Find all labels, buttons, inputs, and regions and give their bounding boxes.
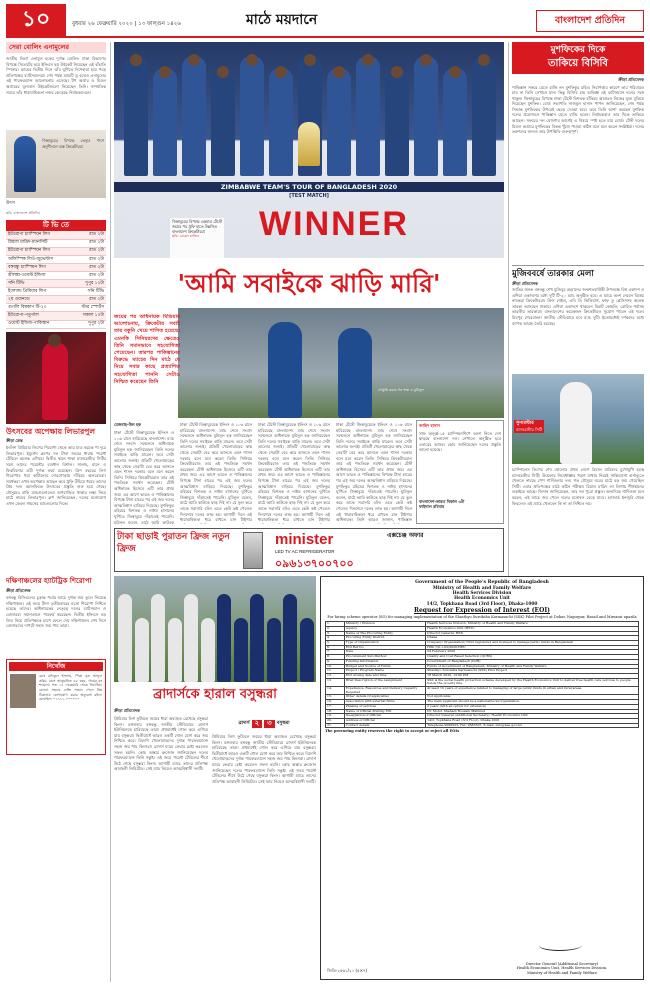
- team-player-figure: [414, 56, 438, 176]
- eoi-row-value: 2 years (with an option for extension): [426, 704, 639, 709]
- tv-time: সনি টিভি: [71, 288, 106, 296]
- liverpool-title: উৎসবের অপেক্ষায় লিভারপুল: [6, 426, 95, 436]
- tv-schedule-row: [6, 231, 106, 239]
- eoi-row-value: Director General, HEU: [426, 631, 639, 636]
- info-box: [416, 420, 504, 524]
- ad-brand-sub: LED TV AC REFRIGERATOR: [275, 549, 335, 554]
- page-header: [6, 4, 644, 38]
- liverpool-text: ইংলিশ প্রিমিয়ার লিগের শিরোপা থেকে আর মাত্র কয়েক পা দূরে লিভারপুল। ইয়ুর্গেন ক্লপের দল টানা জয়ের ধারায় পয়েন্ট টেবিলে অনেক এগিয়ে। দ্বিতীয় স্থানে থাকা ম্যানচেস্টার সিটির সঙ্গে তাদের পয়েন্টের ব্যবধান বিশাল। সালাহ, মানে ও ফিরমিনোর ত্রয়ী দুর্দান্ত ফর্মে রয়েছেন। ত্রিশ বছরের লিগ শিরোপার খরা কাটানোর দোরগোড়ায় দাঁড়িয়ে অলরেডরা। সমর্থকরা এখন অপেক্ষায় আছেন কবে ট্রফি উঁচিয়ে ধরবে তাদের প্রিয় দল। অ্যানফিল্ডে উৎসবের প্রস্তুতি শুরু হয়ে গেছে। মৌসুমের বাকি ম্যাচগুলোতেও অপরাজিত থাকার লক্ষ্য নিয়ে মাঠে নামবে লিভারপুল। ক্লপ জানিয়েছেন, দলের মনোযোগ এখন কেবল সামনের ম্যাচগুলোর দিকে।: [6, 445, 106, 507]
- tv-program: রিয়াল মাদ্রিদ-ম্যানসিটি: [6, 239, 71, 247]
- eoi-row-label: Funding Information: [344, 659, 425, 664]
- tv-schedule-row: [6, 247, 106, 255]
- eoi-row-value: Funds of Government of Bangladesh, Ministry of Health and Family Welfare: [426, 664, 639, 669]
- eoi-row-label: Ministry / Division: [344, 622, 425, 627]
- eoi-intro: For hiring scheme operator (SO) for managing implementation of the Shasthyo Suroksha Karmasuchi (SSK) Pilot Project at Dohar, Nagorpur, Rasail and Mirsarai upazila: [327, 614, 637, 619]
- bashundhara-text-1: প্রিমিয়ার লিগ ফুটবলে জয়ের ধারা অব্যাহত রেখেছে বসুন্ধরা কিংস। মঙ্গলবার বঙ্গবন্ধু জাতীয় স্টেডিয়ামে ব্রাদার্স ইউনিয়নকে হারিয়েছে তারা। প্রথমার্ধেই গোল করে এগিয়ে যায় বসুন্ধরা। দ্বিতীয়ার্ধে আরও একটি গোল যোগ করে জয় নিশ্চিত করে। বিদেশি খেলোয়াড়দের দুর্দান্ত পারফরম্যান্সে সহজ জয় পায় কিংসরা। ব্রাদার্স ম্যাচে ফেরার চেষ্টা করলেও সফল হয়নি। কোচ অস্কার ব্রুজোন জানিয়েছেন দলের পারফরম্যান্সে তিনি সন্তুষ্ট। এই জয়ে পয়েন্ট টেবিলের শীর্ষে উঠে গেছে বসুন্ধরা কিংস। আগামী ম্যাচে তাদের প্রতিপক্ষ আবাহনী লিমিটেড। সেই ম্যাচ নিয়েও আত্মবিশ্বাসী দলটি।: [114, 716, 208, 772]
- eoi-row-value: Director General (Additional Secretary), Health Economics Unit: [426, 714, 639, 719]
- eoi-row-value: At least 10 years of experience related to managing of large public funds in urban and rural areas.: [426, 687, 639, 695]
- tv-time: রাত ২টা: [71, 247, 106, 255]
- team-player-figure: [211, 68, 235, 176]
- page-number: ১০: [6, 4, 66, 36]
- eoi-row-value: 14/2, Topkhana Road (3rd Floor), Dhaka-1000: [426, 718, 639, 723]
- eoi-row-value: Hlth-7/0-1-02/2020-HEU: [426, 645, 639, 650]
- team-player-figure: [385, 68, 409, 176]
- team-player-figure: [356, 56, 380, 176]
- eoi-ref: জিডি-২৫৬১/২০ (৫×৭): [327, 967, 368, 973]
- main-body-col1: ঢাকা টেস্টে জিম্বাবুয়েকে ইনিংস ও ১০৬ রানে হারিয়েছে বাংলাদেশ। ম্যাচ শেষে সংবাদ সম্মেলনে অধিনায়ক মুমিনুল হক জানিয়েছেন তিনি দলের সবাইকে ঝাড়ি মারেন। তবে সেটা ভালোর জন্যই। প্রতিটি খেলোয়াড়ের কাছ থেকে সেরাটা বের করে আনতে এমন শাসন দরকার বলে মনে করেন তিনি। সিনিয়র ক্রিকেটাররাও তার এই পদ্ধতিকে সমর্থন করেছেন। টেস্ট অধিনায়ক হিসেবে এটি তার প্রথম জয়। এর আগে ভারত ও পাকিস্তানের বিপক্ষে টানা হারের পর এই জয় দলের আত্মবিশ্বাস বাড়িয়ে দিয়েছে। মুশফিকুর রহিমের দ্বিশতক ও নাঈম হাসানের ঘূর্ণিতে জিম্বাবুয়ে দাঁড়াতেই পারেনি। মুমিনুল বলেন, মাঠে আমি কাউকে: [114, 430, 174, 524]
- tv-time: সকাল ১০টা: [71, 312, 106, 320]
- tv-program: গুগলি বিশ্বকাপ টি-২০: [6, 304, 71, 312]
- tv-schedule-table: [6, 231, 106, 329]
- brand-logo: বাংলাদেশ প্রতিদিন: [536, 10, 644, 32]
- bashundhara-byline: ক্রীড়া প্রতিবেদক: [114, 708, 140, 713]
- right-byline: ক্রীড়া প্রতিবেদক: [618, 77, 644, 82]
- tv-time: রাত ২টা: [71, 271, 106, 279]
- tv-schedule-row: [6, 255, 106, 263]
- football-photo: [114, 576, 316, 682]
- eoi-table: [325, 621, 639, 728]
- eoi-notice: [320, 576, 644, 980]
- team-player-figure: [472, 56, 496, 176]
- eoi-row-num: 6.: [326, 645, 345, 650]
- eoi-row-num: 4.: [326, 636, 345, 641]
- eoi-row-label: Experience, Resources and Delivery Capacity Required: [344, 687, 425, 695]
- caption-row: [6, 201, 106, 207]
- eoi-row-value: Government of Bangladesh (GOB): [426, 659, 639, 664]
- missing-box: [6, 659, 106, 755]
- eoi-row: [326, 723, 639, 728]
- eoi-row-label: Date: [344, 650, 425, 655]
- info-text: সাফ অনূর্ধ্ব-১৫ চ্যাম্পিয়নশিপে অংশ নিতে দেশ ছাড়ছে বাংলাদেশ দল। নেপালে অনুষ্ঠিত হবে এবারের আসর। কোচ জানিয়েছেন দলের প্রস্তুতি ভালো হয়েছে।: [419, 430, 501, 453]
- missing-text: মোঃ রফিকুল ইসলাম, পিতা মৃত আব্দুল করিম, বয়স আনুমানিক ৪৫ বছর, গায়ের রং শ্যামলা। গত ১৫ ফেব্রুয়ারি থেকে নিখোঁজ। কোনো সহৃদয় ব্যক্তি সন্ধান পেলে নিম্ন ঠিকানায় যোগাযোগ করার অনুরোধ রইল। মোবাইল: ০১৭১১-০০০০০০: [39, 674, 102, 702]
- score-b: ৩: [264, 720, 275, 728]
- banner-line2: [TEST MATCH]: [289, 193, 329, 199]
- bowling-text: জাতীয় লিগে এনামুল হকের দুর্দান্ত বোলিং। ঢাকা বিভাগের বিপক্ষে সিলেটের হয়ে ইনিংসে ছয় উইকেট নিয়েছেন এই বাঁহাতি স্পিনার। ম্যাচের দ্বিতীয় দিনে তাঁর ঘূর্ণিতে দিশেহারা হয়ে পড়ে প্রতিপক্ষের ব্যাটসম্যানরা। শেষ পর্যন্ত ম্যাচটি ড্র হলেও এনামুলের এই পারফরম্যান্স আলোচনায় এসেছে। টপ অর্ডার ও মিডল অর্ডারের মূল্যবান উইকেটগুলো নিয়েছেন তিনি। সাম্প্রতিক সময়ে তাঁর ধারাবাহিকতা নজর কেড়েছে নির্বাচকদেরও।: [6, 56, 106, 95]
- tv-program: ইংল্যান্ড প্রিমিয়ার লিগ: [6, 288, 71, 296]
- tv-program: ইউরোপা-পতুর্গাল: [6, 312, 71, 320]
- eoi-sign-unit: Health Economics Unit, Health Services Division,: [516, 966, 608, 971]
- team-player-figure: [182, 56, 206, 176]
- eoi-row-num: 12.: [326, 673, 345, 678]
- player-head-icon: [48, 334, 61, 347]
- eoi-row-label: Phasing of services: [344, 704, 425, 709]
- eoi-row-label: Association with external firms: [344, 700, 425, 705]
- team-player-head: [159, 66, 171, 78]
- eoi-ministry: Ministry of Health and Family Welfare: [432, 585, 532, 591]
- eoi-row-value: Shasthyo Suroksha Karmasuchi (SSK) Pilot Project: [426, 669, 639, 674]
- eoi-row-num: 20.: [326, 718, 345, 723]
- eoi-row-num: 21.: [326, 723, 345, 728]
- eoi-row-value: Dhaka: [426, 636, 639, 641]
- main-body-col2: ঢাকা টেস্টে জিম্বাবুয়েকে ইনিংস ও ১০৬ রানে হারিয়েছে বাংলাদেশ। ম্যাচ শেষে সংবাদ সম্মেলনে অধিনায়ক মুমিনুল হক জানিয়েছেন তিনি দলের সবাইকে ঝাড়ি মারেন। তবে সেটা ভালোর জন্যই। প্রতিটি খেলোয়াড়ের কাছ থেকে সেরাটা বের করে আনতে এমন শাসন দরকার বলে মনে করেন তিনি। সিনিয়র ক্রিকেটাররাও তার এই পদ্ধতিকে সমর্থন করেছেন। টেস্ট অধিনায়ক হিসেবে এটি তার প্রথম জয়। এর আগে ভারত ও পাকিস্তানের বিপক্ষে টানা হারের পর এই জয় দলের আত্মবিশ্বাস বাড়িয়ে দিয়েছে। মুশফিকুর রহিমের দ্বিশতক ও নাঈম হাসানের ঘূর্ণিতে জিম্বাবুয়ে দাঁড়াতেই পারেনি। মুমিনুল বলেন, মাঠে আমি কাউকে ছাড় দিই না। যে ভুল করে তাকে সরাসরি বলি। এতে কেউ কষ্ট পেলেও দিনশেষে দলের লাভ হয়। আগামী দিনে এই ধারাবাহিকতা ধরে রাখতে চান টাইগার: [180, 422, 252, 523]
- tv-time: রাত ২টা: [71, 231, 106, 239]
- eoi-gov: Government of the People's Republic of Bangladesh: [415, 580, 549, 585]
- eoi-row-num: 7.: [326, 650, 345, 655]
- stars-text: জাতির জনক বঙ্গবন্ধু শেখ মুজিবুর রহমানের জন্মশতবার্ষিকী উপলক্ষে বিশ্ব একাদশ ও এশিয়া একাদশের মধ্যে দুটি টি-২০ ম্যাচ অনুষ্ঠিত হবে। এ ম্যাচে অংশ নেবেন বিশ্বের নামকরা ক্রিকেটাররা। ক্রিস গেইল, এবি ডি ভিলিয়ার্স, ফাফ ডু প্লেসিসসহ অনেক তারকা আসছেন ঢাকায়। এশিয়া একাদশে থাকবেন বিরাট কোহলি, রোহিত শর্মাসহ ভারতীয় তারকারা। বাংলাদেশের কয়েকজন ক্রিকেটারও সুযোগ পাবেন এই দলে। মিরপুর শেরেবাংলা জাতীয় স্টেডিয়ামে হবে ম্যাচ দুটি। ইতোমধ্যেই দর্শকদের মধ্যে ব্যাপক আগ্রহ তৈরি হয়েছে।: [512, 287, 644, 326]
- tv-time: দুপুর ১২টা: [71, 280, 106, 288]
- hero-credit: ছবি: রোকন রাজিব: [172, 234, 200, 239]
- eoi-row-label: Name of The Procuring Entity: [344, 631, 425, 636]
- eoi-division: Health Services Division: [452, 591, 512, 597]
- tv-time: রাত ২টা: [71, 296, 106, 304]
- banner-line1: ZIMBABWE TEAM'S TOUR OF BANGLADESH 2020: [114, 182, 504, 192]
- hattrick-text: বঙ্গবন্ধু বিসিএলের চূড়ান্ত পর্বের ম্যাচে দুর্দান্ত জয় তুলে নিয়েছে দক্ষিণাঞ্চল। এই জয়ে টানা তৃতীয়বারের মতো শিরোপা নিশ্চিত হয়েছে তাদের। অধিনায়কের নেতৃত্বে দলের ব্যাটসম্যান ও বোলাররা সমানতালে পারফর্ম করেছেন। দ্বিতীয় ইনিংসে বড় লিড নিয়ে প্রতিপক্ষকে চাপে ফেলে দেয় দক্ষিণাঞ্চল। শেষ দিনে বোলারদের দাপটে সহজ জয় পায় তারা।: [6, 595, 106, 629]
- bashundhara-headline: ব্রাদার্সকে হারাল বসুন্ধরা: [153, 687, 277, 702]
- eoi-row-num: 8.: [326, 655, 345, 660]
- footballer-figure: [201, 618, 215, 682]
- eoi-row-num: 10.: [326, 664, 345, 669]
- eoi-row-num: 19.: [326, 714, 345, 719]
- eoi-row-value: SSK is the social health protection scheme developed by the Health Economics Unit to deliver free health care services to people below the poverty line.: [426, 678, 639, 686]
- eoi-row-value: Company/ Organization/ NGO registered and licensed to manage public funds in Bangladesh: [426, 641, 639, 646]
- bowling-photo: [6, 130, 106, 198]
- eoi-row-label: Budget and Source of Funds: [344, 664, 425, 669]
- bowler-figure-icon: [14, 136, 36, 192]
- liverpool-byline: ক্রীড়া ডেস্ক: [6, 437, 23, 443]
- eoi-row-num: 11.: [326, 669, 345, 674]
- main-deck: জয়ের পর অধিনায়ক মিডিয়ার আলোচনায়, ক্রিকেটার সবাই তার বকুনি খেয়ে শাসিত হয়েছে। এমনকি সিনিয়রদের ক্ষেত্রেও তিনি সমানভাবে সহযোগিতা পেয়েছেন। তারপর পাকিস্তানের বিরুদ্ধে ম্যাচের দিন মাঠে যে নিয়ে সবার কাছে প্রত্যাশিত সহযোগিতা পাননি সেটাও নিশ্চিত করেছেন তিনি: [114, 314, 180, 385]
- team-player-head: [304, 54, 316, 66]
- eoi-row-label: Procuring Entity District: [344, 636, 425, 641]
- eoi-row-value: 18 March 2020, 12:00 PM: [426, 673, 639, 678]
- eoi-row-label: Agency: [344, 626, 425, 631]
- eoi-row-num: 14.: [326, 687, 345, 695]
- caption-source: উৎস: [6, 201, 15, 206]
- hero-photo: [114, 42, 504, 258]
- eoi-row-value: Health Economics Unit (HEU): [426, 626, 639, 631]
- player-figure-icon: [42, 342, 68, 420]
- team-player-figure: [124, 56, 148, 176]
- eoi-row-value: Not Applicable: [426, 695, 639, 700]
- eoi-row-label: EOI closing date and time: [344, 673, 425, 678]
- right-column: [512, 42, 644, 572]
- team-player-figure: [269, 68, 293, 176]
- team-player-head: [130, 54, 142, 66]
- eoi-row-value: Health Services Division, Ministry of Health and Family Welfare: [426, 622, 639, 627]
- team-player-head: [420, 54, 432, 66]
- team-player-head: [449, 66, 461, 78]
- ad-brand: minister: [275, 531, 334, 548]
- advert: [114, 528, 504, 572]
- team-player-head: [246, 54, 258, 66]
- player-right: [338, 328, 372, 418]
- footballer-figure: [135, 618, 149, 682]
- date-line: বুধবার ২৬ ফেব্রুয়ারি ২০২০ | ১৩ ফাল্গুন ১৪২৬: [72, 21, 181, 27]
- star-player-figure: [560, 382, 592, 464]
- ad-left-text: টাকা ছাড়াই পুরাতন ফ্রিজ নতুন ফ্রিজ: [117, 532, 230, 554]
- photo-tag-text: সুপারস্টার: [516, 421, 534, 426]
- banner-winner: WINNER: [259, 205, 409, 243]
- right-text: পাকিস্তান সফরে যেতে রাজি নন মুশফিকুর রহিম। নিরাপত্তার কারণে তার পরিবারও চায় না তিনি সেখানে যান। কিন্তু বিসিবি চায় অভিজ্ঞ এই ব্যাটসম্যান দলের সঙ্গে থাকুন। জিম্বাবুয়ের বিপক্ষে ঢাকা টেস্টে দ্বিশতক হাঁকিয়ে আবারও নিজের মূল্য বুঝিয়ে দিয়েছেন মুশফিক। বোর্ড সভাপতি নাজমুল হাসান পাপন জানিয়েছেন, শেষ পর্যন্ত সিদ্ধান্ত মুশফিকের উপরেই ছেড়ে দেওয়া হবে। তবে তিনি আশা করছেন মুশফিক দলের প্রয়োজনে পাকিস্তান যেতে রাজি হবেন। নির্বাচকরাও তার দিকে তাকিয়ে আছেন। সফরের দল ঘোষণার আগেই এ বিষয়ে স্পষ্ট হতে চায় বোর্ড। টেস্ট দলের মিডল অর্ডারে মুশফিকের বিকল্প খুঁজে পাওয়া কঠিন বলে মনে করেন সংশ্লিষ্টরা। দলের তরুণদের জন্যও তার উপস্থিতি গুরুত্বপূর্ণ।: [512, 84, 644, 135]
- footballer-figure: [283, 594, 297, 682]
- main-body-col4: ঢাকা টেস্টে জিম্বাবুয়েকে ইনিংস ও ১০৬ রানে হারিয়েছে বাংলাদেশ। ম্যাচ শেষে সংবাদ সম্মেলনে অধিনায়ক মুমিনুল হক জানিয়েছেন তিনি দলের সবাইকে ঝাড়ি মারেন। তবে সেটা ভালোর জন্যই। প্রতিটি খেলোয়াড়ের কাছ থেকে সেরাটা বের করে আনতে এমন শাসন দরকার বলে মনে করেন তিনি। সিনিয়র ক্রিকেটাররাও তার এই পদ্ধতিকে সমর্থন করেছেন। টেস্ট অধিনায়ক হিসেবে এটি তার প্রথম জয়। এর আগে ভারত ও পাকিস্তানের বিপক্ষে টানা হারের পর এই জয় দলের আত্মবিশ্বাস বাড়িয়ে দিয়েছে। মুশফিকুর রহিমের দ্বিশতক ও নাঈম হাসানের ঘূর্ণিতে জিম্বাবুয়ে দাঁড়াতেই পারেনি। মুমিনুল বলেন, মাঠে আমি কাউকে ছাড় দিই না। যে ভুল করে তাকে সরাসরি বলি। এতে কেউ কষ্ট পেলেও দিনশেষে দলের লাভ হয়। আগামী দিনে এই ধারাবাহিকতা ধরে রাখতে চান টাইগার অধিনায়ক। তিনি আরও জানান, পাকিস্তান: [336, 422, 412, 523]
- eoi-row-num: 16.: [326, 700, 345, 705]
- team-player-figure: [443, 68, 467, 176]
- tv-schedule-row: [6, 263, 106, 271]
- team-player-head: [333, 66, 345, 78]
- eoi-row-label: Other details (if applicable): [344, 695, 425, 700]
- right-bottom-text: চ্যাম্পিয়নস লিগের শেষ ষোলোর প্রথম লেগে রিয়াল মাদ্রিদের মুখোমুখি হচ্ছে ম্যানচেস্টার সিটি। উয়েফার নিষেধাজ্ঞার খড়গ মাথায় নিয়েই সান্তিয়াগো বার্নাব্যুতে খেলতে নামছে পেপ গার্দিওলার দল। গত মৌসুমে ঘরের মাঠে বড় জয় পেয়েছিল সিটি। এবার প্রতিপক্ষের মাঠে কঠিন পরীক্ষা। রিয়াল মাদ্রিদ লা লিগায় শীর্ষস্থানের লড়াইয়ে আছে। জিদান জানিয়েছেন, তার দল পুরো প্রস্তুত। অন্যদিকে গার্দিওলা মনে করেন, এই ম্যাচে জয় পেলে দলের মনোবল বেড়ে যাবে। হ্যাজার্ড ইনজুরি থেকে ফিরলেও এই ম্যাচে খেলবেন কি না তা নিশ্চিত নয়।: [512, 467, 644, 506]
- footballer-figure: [217, 594, 231, 682]
- eoi-unit: Health Economics Unit: [454, 596, 510, 602]
- photo-tag: [514, 420, 544, 433]
- eoi-address: 14/2, Topkhana Road (3rd Floor), Dhaka-1000: [426, 601, 538, 607]
- team-player-figure: [240, 56, 264, 176]
- eoi-row-label: Contact details: [344, 723, 425, 728]
- eoi-title: Request for Expression of Interest (EOI): [414, 606, 550, 614]
- eoi-row-label: Type of Organization: [344, 641, 425, 646]
- eoi-row-num: 15.: [326, 695, 345, 700]
- stars-byline: ক্রীড়া প্রতিবেদক: [512, 280, 538, 286]
- bowling-photo-caption: জিম্বাবুয়ের বিপক্ষে ভেন্যুর পাশে অনুশীলনে ব্যস্ত ক্রিকেটাররা: [42, 138, 104, 149]
- column-divider: [508, 42, 509, 576]
- eoi-signature-icon: [537, 939, 585, 951]
- score-team-right: বসুন্ধরা: [276, 721, 290, 727]
- tv-schedule-row: [6, 271, 106, 279]
- team-player-figure: [327, 68, 351, 176]
- tv-time: রাত ২টা: [71, 239, 106, 247]
- eoi-row-label: Address of Official: [344, 718, 425, 723]
- players-photo: [178, 308, 504, 418]
- tv-schedule-row: [6, 239, 106, 247]
- bowling-title: সেরা বোলিং এনামুলের: [6, 42, 106, 53]
- eoi-row-num: 13.: [326, 678, 345, 686]
- tv-program: শ্রীলঙ্কা-ওয়েস্ট ইন্ডিজ: [6, 271, 71, 279]
- right-headline-2: তাকিয়ে বিসিবি: [548, 58, 608, 69]
- eoi-row-value: The main applicant should be a national/local organization.: [426, 700, 639, 705]
- footballer-figure: [118, 594, 132, 682]
- tv-time: স্টার স্পোর্টস: [71, 304, 106, 312]
- tv-schedule-row: [6, 296, 106, 304]
- tv-program: সনি টিভি: [6, 280, 71, 288]
- player-left: [268, 322, 302, 418]
- info-line-2: ফাইনাল রবিবার: [419, 504, 445, 509]
- column-divider: [110, 42, 111, 982]
- hero-caption-box: [170, 218, 224, 258]
- team-player-head: [362, 54, 374, 66]
- tv-schedule-row: [6, 320, 106, 328]
- team-player-head: [217, 66, 229, 78]
- ad-hotline: ০৯৬১৩৭০০৭০০: [275, 557, 354, 570]
- section-title: মাঠে ময়দানে: [246, 12, 318, 28]
- tv-program: ইউরোপা চ্যাম্পিয়ন লিগ: [6, 231, 71, 239]
- footballer-figure: [184, 594, 198, 682]
- team-player-head: [478, 54, 490, 66]
- eoi-row-num: 17.: [326, 704, 345, 709]
- score-box: [212, 716, 316, 732]
- eoi-row-label: EOI Ref No: [344, 645, 425, 650]
- tv-program: ২য় ওয়ানডে: [6, 296, 71, 304]
- info-line-1: বাংলাদেশ-ভারত বিকাল ৩টা: [419, 498, 465, 504]
- header-rule: [6, 36, 644, 38]
- left-column: [6, 42, 106, 978]
- eoi-row-num: 2.: [326, 626, 345, 631]
- team-player-head: [275, 66, 287, 78]
- eoi-sign-block: [487, 962, 637, 975]
- eoi-row-label: Name of Official Inviting EOI: [344, 709, 425, 714]
- stars-headline: মুজিববর্ষে তারকার মেলা: [512, 265, 644, 280]
- footballer-figure: [267, 618, 281, 682]
- hattrick-byline: ক্রীড়া প্রতিবেদক: [6, 587, 31, 593]
- footballer-figure: [234, 618, 248, 682]
- tv-time: রাত ২টা: [71, 263, 106, 271]
- score-a: ২: [252, 720, 263, 728]
- footballer-figure: [300, 618, 314, 682]
- footballer-group: [114, 594, 316, 682]
- missing-photo: [10, 674, 36, 708]
- eoi-row-label: Project / Program Name: [344, 669, 425, 674]
- stars-photo: [512, 374, 644, 464]
- eoi-row-num: 5.: [326, 641, 345, 646]
- hero-caption: জিম্বাবুয়ের বিপক্ষে একমাত্র টেস্টে জয়ের পর ট্রফি হাতে উল্লসিত বাংলাদেশ ক্রিকেটাররা: [172, 219, 222, 234]
- hattrick-title: দক্ষিণাঞ্চলের হ্যাটট্রিক শিরোপা: [6, 577, 92, 586]
- tv-schedule-row: [6, 288, 106, 296]
- tv-program: অলিম্পিক লিওঁ-জুভেন্টাস: [6, 255, 71, 263]
- ad-offer: এক্সচেঞ্জ অফার: [387, 532, 424, 539]
- missing-title: নিখোঁজ: [9, 662, 103, 671]
- eoi-row-value: 24 February 2020: [426, 650, 639, 655]
- main-body-col3: ঢাকা টেস্টে জিম্বাবুয়েকে ইনিংস ও ১০৬ রানে হারিয়েছে বাংলাদেশ। ম্যাচ শেষে সংবাদ সম্মেলনে অধিনায়ক মুমিনুল হক জানিয়েছেন তিনি দলের সবাইকে ঝাড়ি মারেন। তবে সেটা ভালোর জন্যই। প্রতিটি খেলোয়াড়ের কাছ থেকে সেরাটা বের করে আনতে এমন শাসন দরকার বলে মনে করেন তিনি। সিনিয়র ক্রিকেটাররাও তার এই পদ্ধতিকে সমর্থন করেছেন। টেস্ট অধিনায়ক হিসেবে এটি তার প্রথম জয়। এর আগে ভারত ও পাকিস্তানের বিপক্ষে টানা হারের পর এই জয় দলের আত্মবিশ্বাস বাড়িয়ে দিয়েছে। মুশফিকুর রহিমের দ্বিশতক ও নাঈম হাসানের ঘূর্ণিতে জিম্বাবুয়ে দাঁড়াতেই পারেনি। মুমিনুল বলেন, মাঠে আমি কাউকে ছাড় দিই না। যে ভুল করে তাকে সরাসরি বলি। এতে কেউ কষ্ট পেলেও দিনশেষে দলের লাভ হয়। আগামী দিনে এই ধারাবাহিকতা ধরে রাখতে চান টাইগার: [258, 422, 330, 523]
- team-player-head: [188, 54, 200, 66]
- tv-time: রাত ২টা: [71, 255, 106, 263]
- caption-credit: ছবি: বাংলাদেশ প্রতিদিন: [6, 210, 40, 215]
- tv-schedule-row: [6, 312, 106, 320]
- eoi-row-num: 18.: [326, 709, 345, 714]
- photo-tag-label: ম্যানচেস্টার সিটি: [516, 426, 543, 432]
- eoi-row-value: Dr. Mohd. Shahadt Hossain Mahmud: [426, 709, 639, 714]
- tv-program: বঙ্গবন্ধু চ্যাম্পিয়ন লিগ: [6, 263, 71, 271]
- eoi-footer: The procuring entity reserves the right to accept or reject all EOIs: [325, 729, 460, 734]
- trophy-icon: [298, 122, 320, 166]
- tv-schedule-row: [6, 304, 106, 312]
- eoi-row-label: Procurement Sub-Method: [344, 655, 425, 660]
- right-headline-box: [512, 42, 644, 74]
- bashundhara-text-2: প্রিমিয়ার লিগ ফুটবলে জয়ের ধারা অব্যাহত রেখেছে বসুন্ধরা কিংস। মঙ্গলবার বঙ্গবন্ধু জাতীয় স্টেডিয়ামে ব্রাদার্স ইউনিয়নকে হারিয়েছে তারা। প্রথমার্ধেই গোল করে এগিয়ে যায় বসুন্ধরা। দ্বিতীয়ার্ধে আরও একটি গোল যোগ করে জয় নিশ্চিত করে। বিদেশি খেলোয়াড়দের দুর্দান্ত পারফরম্যান্সে সহজ জয় পায় কিংসরা। ব্রাদার্স ম্যাচে ফেরার চেষ্টা করলেও সফল হয়নি। কোচ অস্কার ব্রুজোন জানিয়েছেন দলের পারফরম্যান্সে তিনি সন্তুষ্ট। এই জয়ে পয়েন্ট টেবিলের শীর্ষে উঠে গেছে বসুন্ধরা কিংস। আগামী ম্যাচে তাদের প্রতিপক্ষ আবাহনী লিমিটেড। সেই ম্যাচ নিয়েও আত্মবিশ্বাসী দলটি।: [212, 734, 316, 784]
- eoi-sign-ministry: Ministry of Health and Family Welfare: [527, 970, 597, 975]
- tv-program: ওয়েস্ট ইন্ডিজ-পাকিস্তান: [6, 320, 71, 328]
- eoi-row-label: Brief Description of the Assignment: [344, 678, 425, 686]
- score-team-left: ব্রাদার্স: [238, 721, 250, 727]
- tv-schedule-title: টি ভি তে: [6, 220, 106, 231]
- team-player-figure: [153, 68, 177, 176]
- liverpool-photo: [6, 332, 106, 424]
- players-caption: সেঞ্চুরি করার পর শান্ত ও মুমিনুল: [378, 388, 424, 392]
- eoi-row-value: Quality and Cost Based Selection (QCBS): [426, 655, 639, 660]
- eoi-row-label: Designation of Official: [344, 714, 425, 719]
- footballer-figure: [250, 594, 264, 682]
- tv-schedule-row: [6, 280, 106, 288]
- ad-fridge-icon: [243, 532, 263, 569]
- tv-program: ইউরোপা চ্যাম্পিয়ন লিগ: [6, 247, 71, 255]
- info-byline: জাহিদ হাসান: [419, 423, 440, 428]
- right-headline-1: মুশফিকের দিকে: [550, 45, 606, 55]
- eoi-row-num: 3.: [326, 631, 345, 636]
- main-byline: মেজবাহ-উল হক: [114, 422, 141, 427]
- eoi-sign-name: Director General (Additional Secretary): [525, 961, 599, 966]
- team-player-head: [391, 66, 403, 78]
- main-headline: 'আমি সবাইকে ঝাড়ি মারি': [177, 269, 441, 298]
- footballer-figure: [151, 594, 165, 682]
- footballer-figure: [168, 618, 182, 682]
- tv-time: দুপুর ২টা: [71, 320, 106, 328]
- eoi-row-num: 9.: [326, 659, 345, 664]
- eoi-row-num: 1.: [326, 622, 345, 627]
- eoi-row-value: Telephone-9586023, Fax: 9583307, E-mail: info@heu.gov.bd: [426, 723, 639, 728]
